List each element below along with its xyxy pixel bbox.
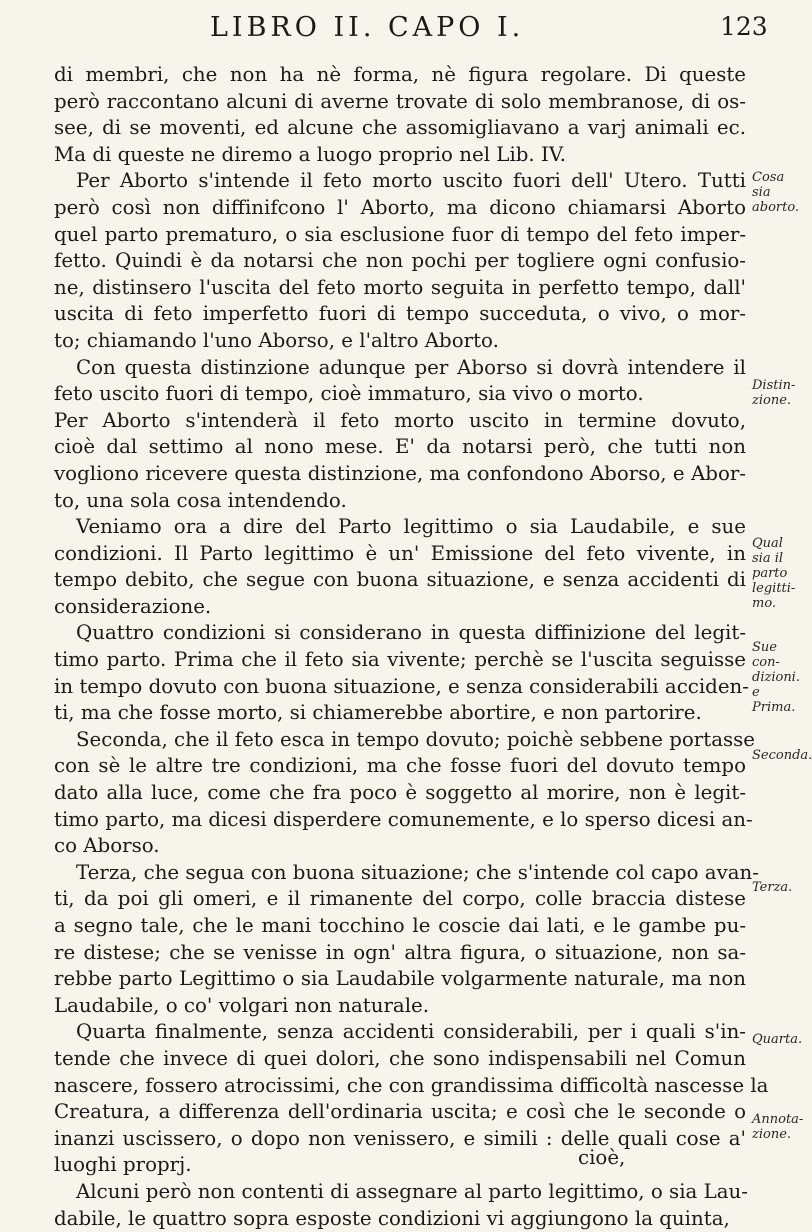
text-line: Ma di queste ne diremo a luogo proprio nel Lib. IV. (54, 142, 566, 166)
margin-note: Sue con- dizioni. e Prima. (752, 640, 800, 715)
text-line: considerazione. (54, 594, 212, 618)
text-line: Veniamo ora a dire del Parto legittimo o sia Laudabile, e sue (76, 515, 746, 539)
margin-note: Cosa sia aborto. (752, 170, 800, 215)
text-line: re distese; che se venisse in ogn' altra figura, o situazione, non sa- (54, 940, 746, 964)
margin-note: Seconda. (752, 748, 812, 763)
text-line: to; chiamando l'uno Aborso, e l'altro Aborto. (54, 328, 499, 352)
text-line: con sè le altre tre condizioni, ma che fosse fuori del dovuto tempo (54, 754, 746, 778)
margin-note: Quarta. (752, 1032, 803, 1047)
text-line: in tempo dovuto con buona situazione, e senza considerabili acciden- (54, 674, 749, 698)
text-line: see, di se moventi, ed alcune che assomigliavano a varj animali ec. (54, 116, 746, 140)
text-line: dabile, le quattro sopra esposte condizioni vi aggiungono la quinta, (54, 1206, 730, 1230)
text-line: ne, distinsero l'uscita del feto morto seguita in perfetto tempo, dall' (54, 275, 746, 299)
text-line: ti, da poi gli omeri, e il rimanente del corpo, colle braccia distese (54, 887, 746, 911)
text-line: Per Aborto s'intenderà il feto morto uscito in termine dovuto, (54, 408, 746, 432)
text-line: Alcuni però non contenti di assegnare al parto legittimo, o sia Lau- (76, 1179, 748, 1203)
text-line: vogliono ricevere questa distinzione, ma confondono Aborso, e Abor- (54, 461, 746, 485)
text-line: tempo debito, che segue con buona situazione, e senza accidenti di (54, 568, 746, 592)
text-line: luoghi proprj. (54, 1153, 192, 1177)
catchword: cioè, (578, 1146, 626, 1169)
text-line: timo parto. Prima che il feto sia vivente; perchè se l'uscita seguisse (54, 648, 746, 672)
text-line: inanzi uscissero, o dopo non venissero, e simili : delle quali cose a' (54, 1126, 746, 1150)
running-title: LIBRO II. CAPO I. (210, 12, 525, 43)
text-line: condizioni. Il Parto legittimo è un' Emissione del feto vivente, in (54, 541, 746, 565)
text-line: Quattro condizioni si considerano in questa diffinizione del legit- (76, 621, 746, 645)
text-line: fetto. Quindi è da notarsi che non pochi per togliere ogni confusio- (54, 249, 746, 273)
text-line: però raccontano alcuni di averne trovate di solo membranose, di os- (54, 89, 746, 113)
text-line: Quarta finalmente, senza accidenti considerabili, per i quali s'in- (76, 1020, 746, 1044)
page-number: 123 (720, 12, 768, 41)
text-line: ti, ma che fosse morto, si chiamerebbe abortire, e non partorire. (54, 701, 702, 725)
margin-note: Distin- zione. (752, 378, 796, 408)
text-line: Seconda, che il feto esca in tempo dovuto; poichè sebbene portasse (76, 727, 756, 751)
text-line: Terza, che segua con buona situazione; che s'intende col capo avan- (76, 860, 759, 884)
text-line: uscita di feto imperfetto fuori di tempo succeduta, o vivo, o mor- (54, 302, 746, 326)
text-line: Per Aborto s'intende il feto morto uscito fuori dell' Utero. Tutti (76, 169, 746, 193)
text-line: feto uscito fuori di tempo, cioè immaturo, sia vivo o morto. (54, 382, 644, 406)
margin-note: Qual sia il parto legitti- mo. (752, 536, 796, 611)
text-line: to, una sola cosa intendendo. (54, 488, 347, 512)
margin-note: Annota- zione. (752, 1112, 804, 1142)
text-line: Con questa distinzione adunque per Aborso si dovrà intendere il (76, 355, 746, 379)
text-line: Laudabile, o co' volgari non naturale. (54, 993, 430, 1017)
text-line: a segno tale, che le mani tocchino le coscie dai lati, e le gambe pu- (54, 914, 746, 937)
text-line: co Aborso. (54, 834, 160, 858)
text-line: Creatura, a differenza dell'ordinaria uscita; e così che le seconde o (54, 1100, 746, 1124)
body-text (54, 62, 769, 1232)
text-line: cioè dal settimo al nono mese. E' da notarsi però, che tutti non (54, 435, 746, 459)
text-line: timo parto, ma dicesi disperdere comunemente, e lo sperso dicesi an- (54, 807, 753, 831)
text-line: tende che invece di quei dolori, che sono indispensabili nel Comun (54, 1046, 746, 1070)
text-line: quel parto prematuro, o sia esclusione fuor di tempo del feto imper- (54, 222, 746, 246)
text-line: di membri, che non ha nè forma, nè figura regolare. Di queste (54, 63, 746, 86)
text-line: nascere, fossero atrocissimi, che con grandissima difficoltà nascesse la (54, 1073, 769, 1097)
text-line: dato alla luce, come che fra poco è soggetto al morire, non è legit- (54, 781, 746, 805)
text-line: però così non diffinifcono l' Aborto, ma dicono chiamarsi Aborto (54, 195, 746, 219)
margin-note: Terza. (752, 880, 793, 895)
text-line: rebbe parto Legittimo o sia Laudabile volgarmente naturale, ma non (54, 967, 746, 991)
